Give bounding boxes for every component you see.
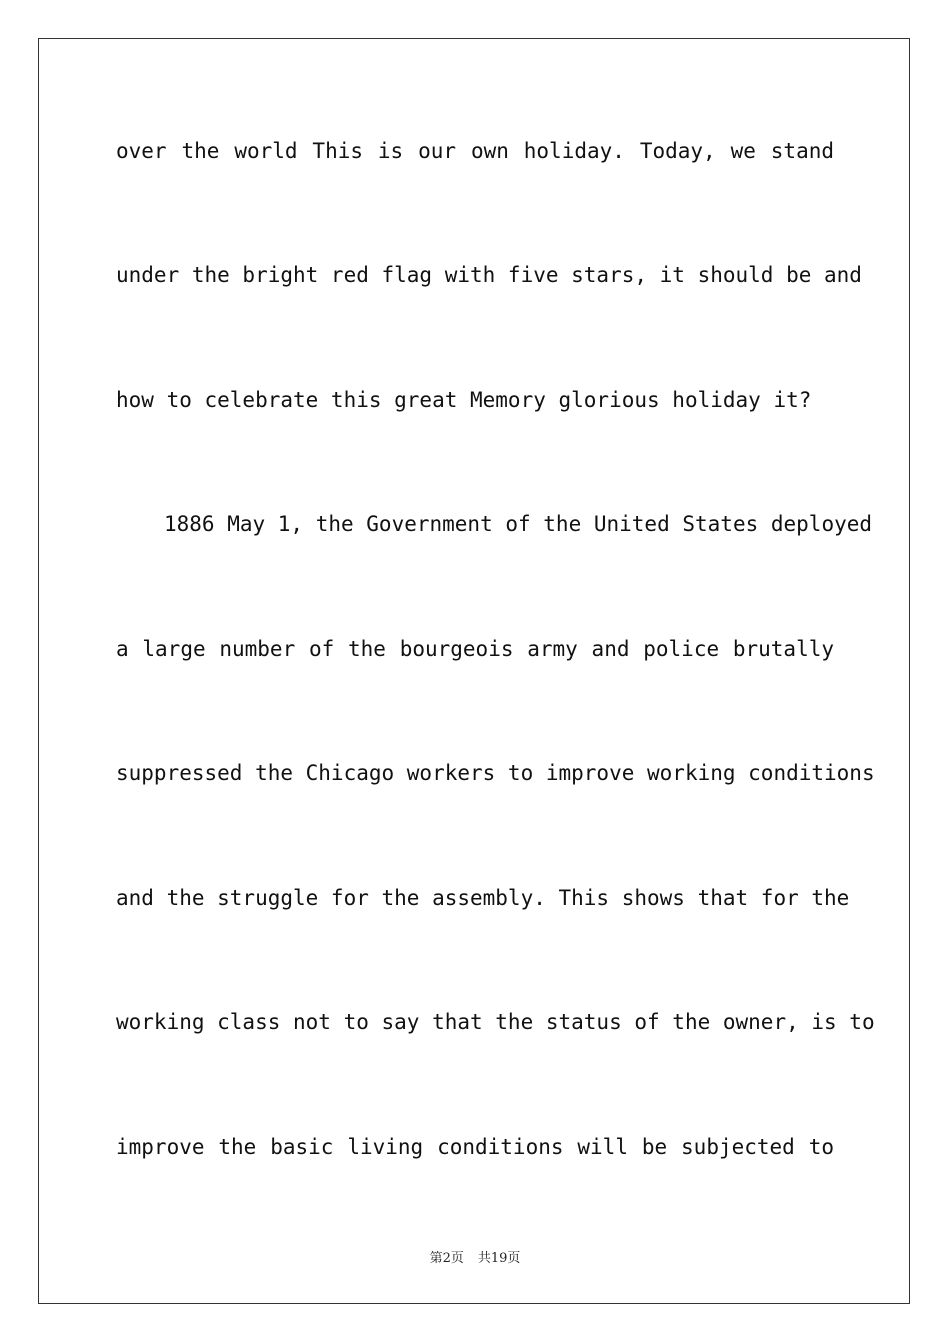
text-line-2: under the bright red flag with five stars, it should be and [116, 263, 862, 287]
text-line-5: a large number of the bourgeois army and police brutally [116, 637, 834, 661]
text-line-6: suppressed the Chicago workers to improve working conditions [116, 761, 875, 785]
page-number: 第2页 [429, 1251, 464, 1266]
text-line-3: how to celebrate this great Memory glorious holiday it? [116, 388, 812, 412]
page-total: 共19页 [477, 1251, 521, 1266]
text-line-8: working class not to say that the status of the owner, is to [116, 1010, 875, 1034]
page-footer [0, 1247, 950, 1266]
page-frame [38, 38, 910, 1304]
text-line-1: over the world This is our own holiday. Today, we stand [116, 139, 834, 163]
text-line-4: 1886 May 1, the Government of the United States deployed [164, 512, 873, 536]
text-line-9: improve the basic living conditions will be subjected to [116, 1135, 834, 1159]
text-line-7: and the struggle for the assembly. This shows that for the [116, 886, 850, 910]
